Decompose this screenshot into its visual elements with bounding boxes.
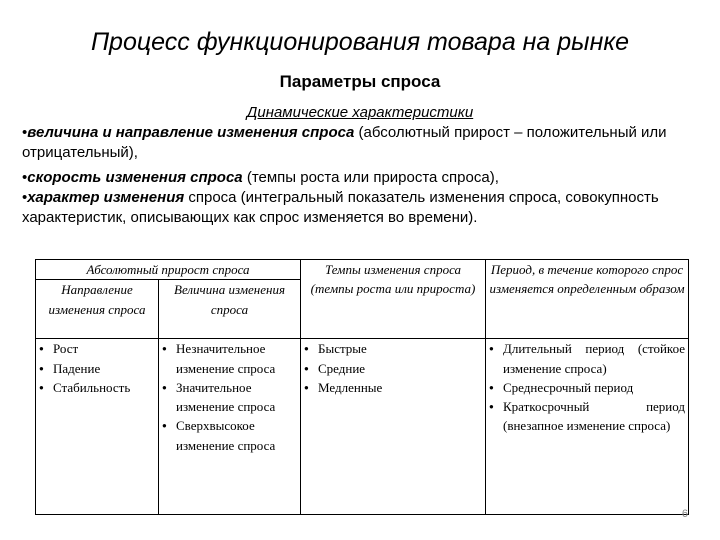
list-item: ● Стабильность <box>39 378 155 397</box>
header-direction: Направление изменения спроса <box>36 280 159 339</box>
list-item: ● Среднесрочный период <box>489 378 685 397</box>
list-item: ● Средние <box>304 359 482 378</box>
bullet-item: •скорость изменения спроса (темпы роста или прироста спроса), <box>22 169 499 186</box>
header-absolute-growth: Абсолютный прирост спроса <box>36 260 301 280</box>
header-magnitude: Величина изменения спроса <box>159 280 301 339</box>
list-item: ● Длительный период (стойкое изменение спроса) <box>489 339 685 378</box>
bullet-item: •характер изменения спроса (интегральный показатель изменения спроса, совокупность характеристик, описывающих как спрос изменяется во времени). <box>22 189 659 226</box>
header-period: Период, в течение которого спрос изменяется определенным образом <box>486 260 689 339</box>
direction-cell <box>36 339 159 515</box>
list-item: ● Сверхвысокое изменение спроса <box>162 416 276 455</box>
header-rate: Темпы изменения спроса (темпы роста или прироста) <box>301 260 486 339</box>
list-item: ● Быстрые <box>304 339 482 358</box>
list-item: ● Медленные <box>304 378 482 397</box>
slide-subtitle: Параметры спроса <box>279 72 441 91</box>
list-item: ● Падение <box>39 359 155 378</box>
list-item: ● Незначительное изменение спроса <box>162 339 276 378</box>
demand-parameters-table <box>35 259 689 515</box>
section-heading: Динамические характеристики <box>246 104 474 121</box>
period-cell <box>486 339 689 515</box>
rate-cell <box>301 339 486 515</box>
list-item: ● Значительное изменение спроса <box>162 378 276 417</box>
slide-title: Процесс функционирования товара на рынке <box>90 28 630 56</box>
list-item: ● Краткосрочный период (внезапное изменение спроса) <box>489 397 685 436</box>
magnitude-cell <box>159 339 301 515</box>
bullet-item: •величина и направление изменения спроса (абсолютный прирост – положительный или отрицательный), <box>22 124 667 161</box>
list-item: ● Рост <box>39 339 155 358</box>
page-number: 6 <box>681 508 688 520</box>
